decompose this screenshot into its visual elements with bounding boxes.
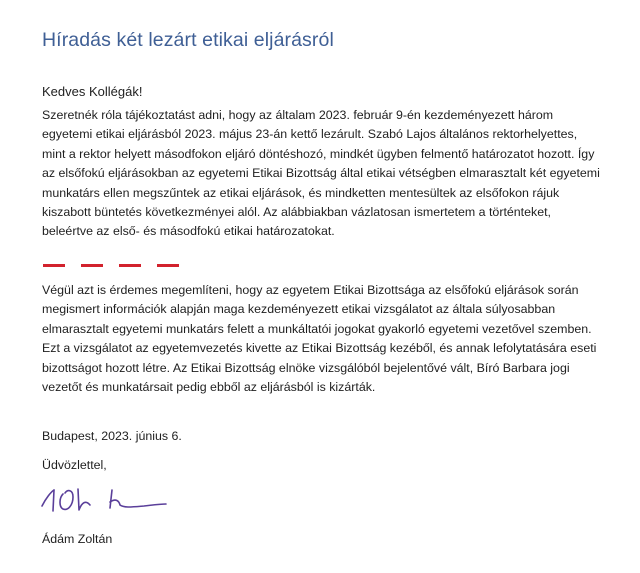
handwritten-signature <box>38 484 168 525</box>
closing-greeting: Üdvözlettel, <box>42 458 107 472</box>
paragraph-conclusion: Végül azt is érdemes megemlíteni, hogy az egyetem Etikai Bizottsága az elsőfokú eljárások során megismert információk alapján maga kezdeményezett etikai vizsgálatot az általa súlyosabban elmarasztalt egyetemi munkatárs felett a munkáltatói jogokat gyakorló egyetemi vezetővel szemben. Ezt a vizsgálatot az egyetemvezetés kivette az Etikai Bizottság kezéből, és annak lefolytatására eseti bizottságot hozott létre. Az Etikai Bizottság elnöke vizsgálóból bejelentővé vált, Bíró Barbara jogi vezetőt és munkatársait pedig ebből az eljárásból is kizárták. <box>42 283 597 395</box>
paragraph-intro: Szeretnék róla tájékoztatást adni, hogy az általam 2023. február 9-én kezdeményezett három egyetemi etikai eljárásból 2023. május 23-án kettő lezárult. Szabó Lajos általános rektorhelyettes, mint a rektor helyett másodfokon eljáró döntéshozó, mindkét ügyben felmentő határozatot hozott. Így az elsőfokú eljárásokban az egyetemi Etikai Bizottság által etikai vétségben elmarasztalt két egyetemi munkatárs ellen megszűntek az etikai eljárások, és mindketten mentesültek az elsőfokon rájuk kiszabott büntetés következményei alól. Az alábbiakban vázlatosan ismertetem a történteket, beleértve az első- és másodfokú etikai határozatokat. <box>42 108 600 239</box>
divider-dash <box>43 264 65 267</box>
signer-name: Ádám Zoltán <box>42 532 113 546</box>
divider-dash <box>157 264 179 267</box>
salutation: Kedves Kollégák! <box>42 84 143 99</box>
document-title: Híradás két lezárt etikai eljárásról <box>42 29 334 51</box>
date-line: Budapest, 2023. június 6. <box>42 429 182 443</box>
divider-dash <box>81 264 103 267</box>
divider-dash <box>119 264 141 267</box>
omission-divider <box>43 264 179 267</box>
